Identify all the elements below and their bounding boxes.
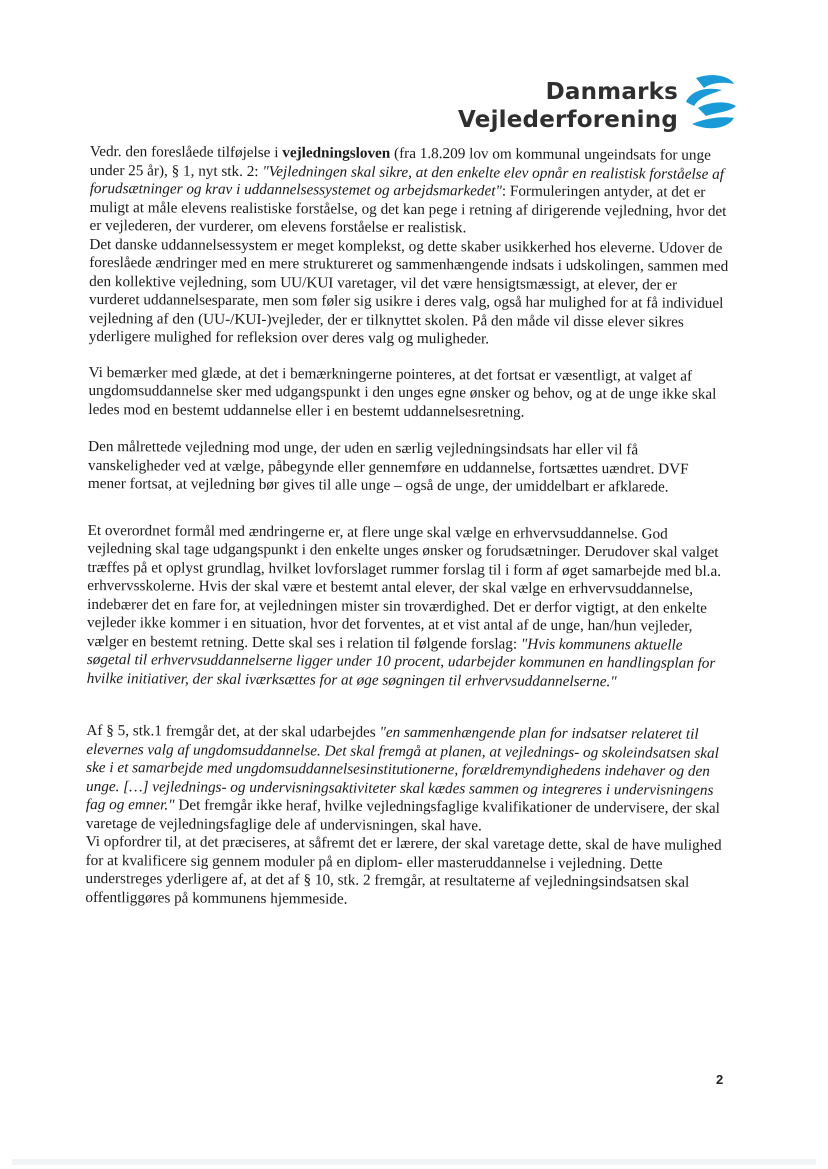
paragraph [85, 833, 725, 911]
text-run: Det fremgår ikke heraf, hvilke vejledningsfaglige kvalifikationer de undervisere, der skal varetage de vejledningsfaglige dele af undervisningen, skal have. [85, 796, 720, 834]
text-run: Vi bemærker med glæde, at det i bemærkningerne pointeres, at det fortsat er væsentligt, at valget af ungdomsuddannelse sker med udgangspunkt i den unges egne ønsker og behov, og at de unge ikke skal ledes mod en bestemt uddannelse eller i en bestemt uddannelsesretning. [88, 363, 717, 421]
quoted-text: "en sammenhængende plan for indsatser relateret til elevernes valg af ungdomsuddannelse. Det skal fremgå at planen, at vejlednings- og skoleindsatsen skal ske i et samarbejde med ungdomsuddannelsesinstitutionerne, forældremyndighedens indehaver og den unge. […] vejlednings- og undervisningsaktiviteter skal kædes sammen og integreres i undervisningens fag og emner." [85, 723, 719, 814]
text-run: Af § 5, stk.1 fremgår det, at der skal udarbejdes [86, 721, 380, 741]
paragraph [89, 143, 730, 239]
text-run: Det danske uddannelsessystem er meget komplekst, og dette skaber usikkerhed hos eleverne. Udover de foreslåede ændringer med en mere struktureret og sammenhængende indsats i udskolingen, sammen med den kollektive vejledning, som UU/KUI varetager, vil det være hensigtsmæssigt, at elever, der er vurderet uddannelsesparate, men som føler sig usikre i deres valg, også har mulighed for at få individuel vejledning af den (UU-/KUI-)vejleder, der er tilknyttet skolen. På den måde vil disse elever sikres yderligere mulighed for refleksion over deres valg og muligheder. [88, 235, 729, 348]
paragraph [89, 235, 730, 350]
text-run: (fra 1.8.209 lov om kommunal ungeindsats for unge under 25 år), § 1, nyt stk. 2: [89, 144, 711, 180]
logo-line-2: Vejlederforening [458, 107, 678, 133]
text-run: Et overordnet formål med ændringerne er, at flere unge skal vælge en erhvervsuddannelse. God vejledning skal tage udgangspunkt i den enkelte unges ønsker og forudsætninger. Derudover skal valget træffes på et oplyst grundlag, hvilket lovforslaget rummer forslag til i form af øget samarbejde med bl.a. erhvervsskolerne. Hvis der skal være et bestemt antal elever, der skal vælge en erhvervsuddannelse, indebærer det en fare for, at vejledningen mister sin troværdighed. Det er derfor vigtigt, at den enkelte vejleder ikke kommer i en situation, hvor det forventes, at et vist antal af de unge, han/hun vejleder, vælger en bestemt retning. Dette skal ses i relation til følgende forslag: [86, 521, 722, 653]
logo-wordmark [458, 78, 678, 134]
bold-term: vejledningsloven [282, 144, 391, 162]
logo-mark-icon [682, 72, 742, 134]
scan-edge-divider [12, 1159, 816, 1165]
paragraph [88, 363, 728, 422]
logo-line-1: Danmarks [545, 79, 678, 105]
page-number: 2 [716, 1072, 724, 1087]
text-run: : Formuleringen antyder, at det er muligt at måle elevens realistiske forståelse, og det kan pege i retning af dirigerende vejledning, hvor det er vejlederen, der vurderer, om elevens forståelse er realistisk. [89, 182, 727, 237]
text-run: Den målrettede vejledning mod unge, der uden en særlig vejledningsindsats har eller vil få vanskeligheder ved at vælge, påbegynde eller gennemføre en uddannelse, fortsættes uændret. DVF mener fortsat, at vejledning bør gives til alle unge – også de unge, der umiddelbart er afklarede. [87, 437, 689, 496]
quoted-text: "Hvis kommunens aktuelle søgetal til erhvervsuddannelserne ligger under 10 procent, udarbejder kommunen en handlingsplan for hvilke initiativer, der skal iværksættes for at øge søgningen til erhvervsuddannelserne." [86, 635, 716, 690]
letter-body [85, 143, 730, 911]
paragraph [88, 438, 728, 497]
quoted-text: "Vejledningen skal sikre, at den enkelte elev opnår en realistisk forståelse af forudsætninger og krav i uddannelsessystemet og arbejdsmarkedet" [89, 162, 725, 200]
organization-logo [458, 72, 750, 142]
text-run: Vedr. den foreslåede tilføjelse i [89, 143, 283, 162]
paragraph [86, 722, 727, 837]
text-run: Vi opfordrer til, at det præciseres, at såfremt det er lærere, der skal varetage dette, skal de have mulighed for at kvalificere sig gennem moduler på en diplom- eller masteruddannelse i vejledning. Dette understreges yderligere af, at det af § 10, stk. 2 fremgår, at resultaterne af vejledningsindsatsen skal offentliggøres på kommunens hjemmeside. [85, 832, 722, 908]
paragraph [87, 521, 728, 691]
